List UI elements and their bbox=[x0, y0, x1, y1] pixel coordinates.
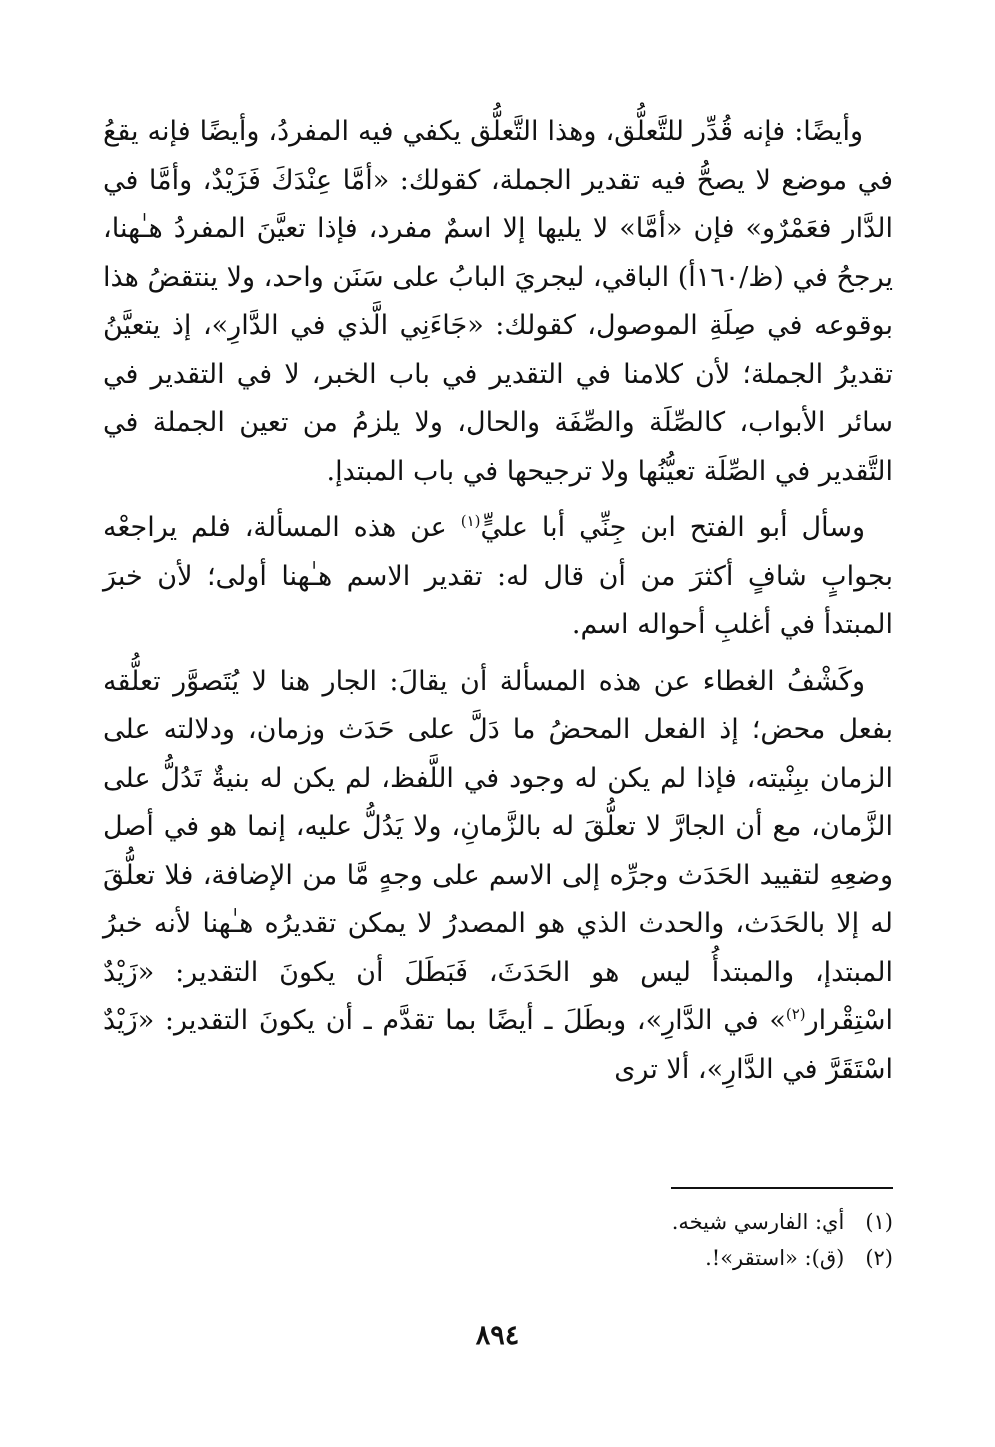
paragraph-2 bbox=[103, 504, 893, 650]
footnote-1 bbox=[393, 1204, 893, 1240]
main-text bbox=[103, 108, 893, 1102]
paragraph-3-end: » في الدَّارِ»، وبطَلَ ـ أيضًا بما تقدَّم ـ أن يكونَ التقدير: «زَيْدٌ اسْتَقَرَّ في الدَّارِ»، ألا ترى bbox=[103, 1005, 893, 1085]
footnote-number: (١) bbox=[865, 1210, 893, 1234]
footnote-separator bbox=[671, 1187, 893, 1189]
footnote-ref-1[interactable]: (١) bbox=[460, 512, 481, 530]
footnote-text: (ق): «استقر»!. bbox=[705, 1246, 845, 1270]
paragraph-3 bbox=[103, 658, 893, 1095]
footnote-number: (٢) bbox=[865, 1246, 893, 1270]
footnotes bbox=[393, 1204, 893, 1276]
paragraph-2-end: عن هذه المسألة، فلم يراجعْه بجوابٍ شافٍ أكثرَ من أن قال له: تقدير الاسم هـٰهنا أولى؛ لأن خبرَ المبتدأ في أغلبِ أحواله اسم. bbox=[103, 512, 893, 640]
paragraph-3-start: وكَشْفُ الغطاء عن هذه المسألة أن يقالَ: الجار هنا لا يُتَصوَّر تعلُّقه بفعل محض؛ إذ الفعل المحضُ ما دَلَّ على حَدَث وزمان، ودلالته على الزمان ببِنْيته، فإذا لم يكن له وجود في اللَّفظ، لم يكن له بنيةٌ تَدُلُّ على الزَّمان، مع أن الجارَّ لا تعلُّقَ له بالزَّمانِ، ولا يَدُلُّ عليه، إنما هو في أصل وضعِهِ لتقييد الحَدَث وجرِّه إلى الاسم على وجهٍ مَّا من الإضافة، فلا تعلُّقَ له إلا بالحَدَث، والحدث الذي هو المصدرُ لا يمكن تقديرُه هـٰهنا لأنه خبرُ المبتدإ، والمبتدأُ ليس هو الحَدَثَ، فَبَطَلَ أن يكونَ التقدير: «زَيْدٌ اسْتِقْرار bbox=[103, 665, 893, 1036]
paragraph-2-start: وسأل أبو الفتح ابن جِنِّي أبا عليٍّ bbox=[480, 512, 866, 543]
footnote-ref-2[interactable]: (٢) bbox=[785, 1005, 806, 1023]
page-number: ٨٩٤ bbox=[475, 1320, 520, 1351]
paragraph-1: وأيضًا: فإنه قُدِّر للتَّعلُّق، وهذا التَّعلُّق يكفي فيه المفردُ، وأيضًا فإنه يقعُ في موضع لا يصحُّ فيه تقدير الجملة، كقولك: «أمَّا عِنْدَكَ فَزَيْدٌ، وأمَّا في الدَّار فعَمْرٌو» فإن «أمَّا» لا يليها إلا اسمٌ مفرد، فإذا تعيَّنَ المفردُ هـٰهنا، يرجحُ في (ظ/١٦٠أ) الباقي، ليجريَ البابُ على سَنَن واحد، ولا ينتقضُ هذا بوقوعه في صِلَةِ الموصول، كقولك: «جَاءَنِي الَّذي في الدَّارِ»، إذ يتعيَّنُ تقديرُ الجملة؛ لأن كلامنا في التقدير في باب الخبر، لا في التقدير في سائر الأبواب، كالصِّلَة والصِّفَة والحال، ولا يلزمُ من تعين الجملة في التَّقدير في الصِّلَة تعيُّنُها ولا ترجيحها في باب المبتدإ. bbox=[103, 116, 893, 487]
footnote-text: أي: الفارسي شيخه. bbox=[671, 1210, 845, 1234]
footnote-2 bbox=[393, 1240, 893, 1276]
